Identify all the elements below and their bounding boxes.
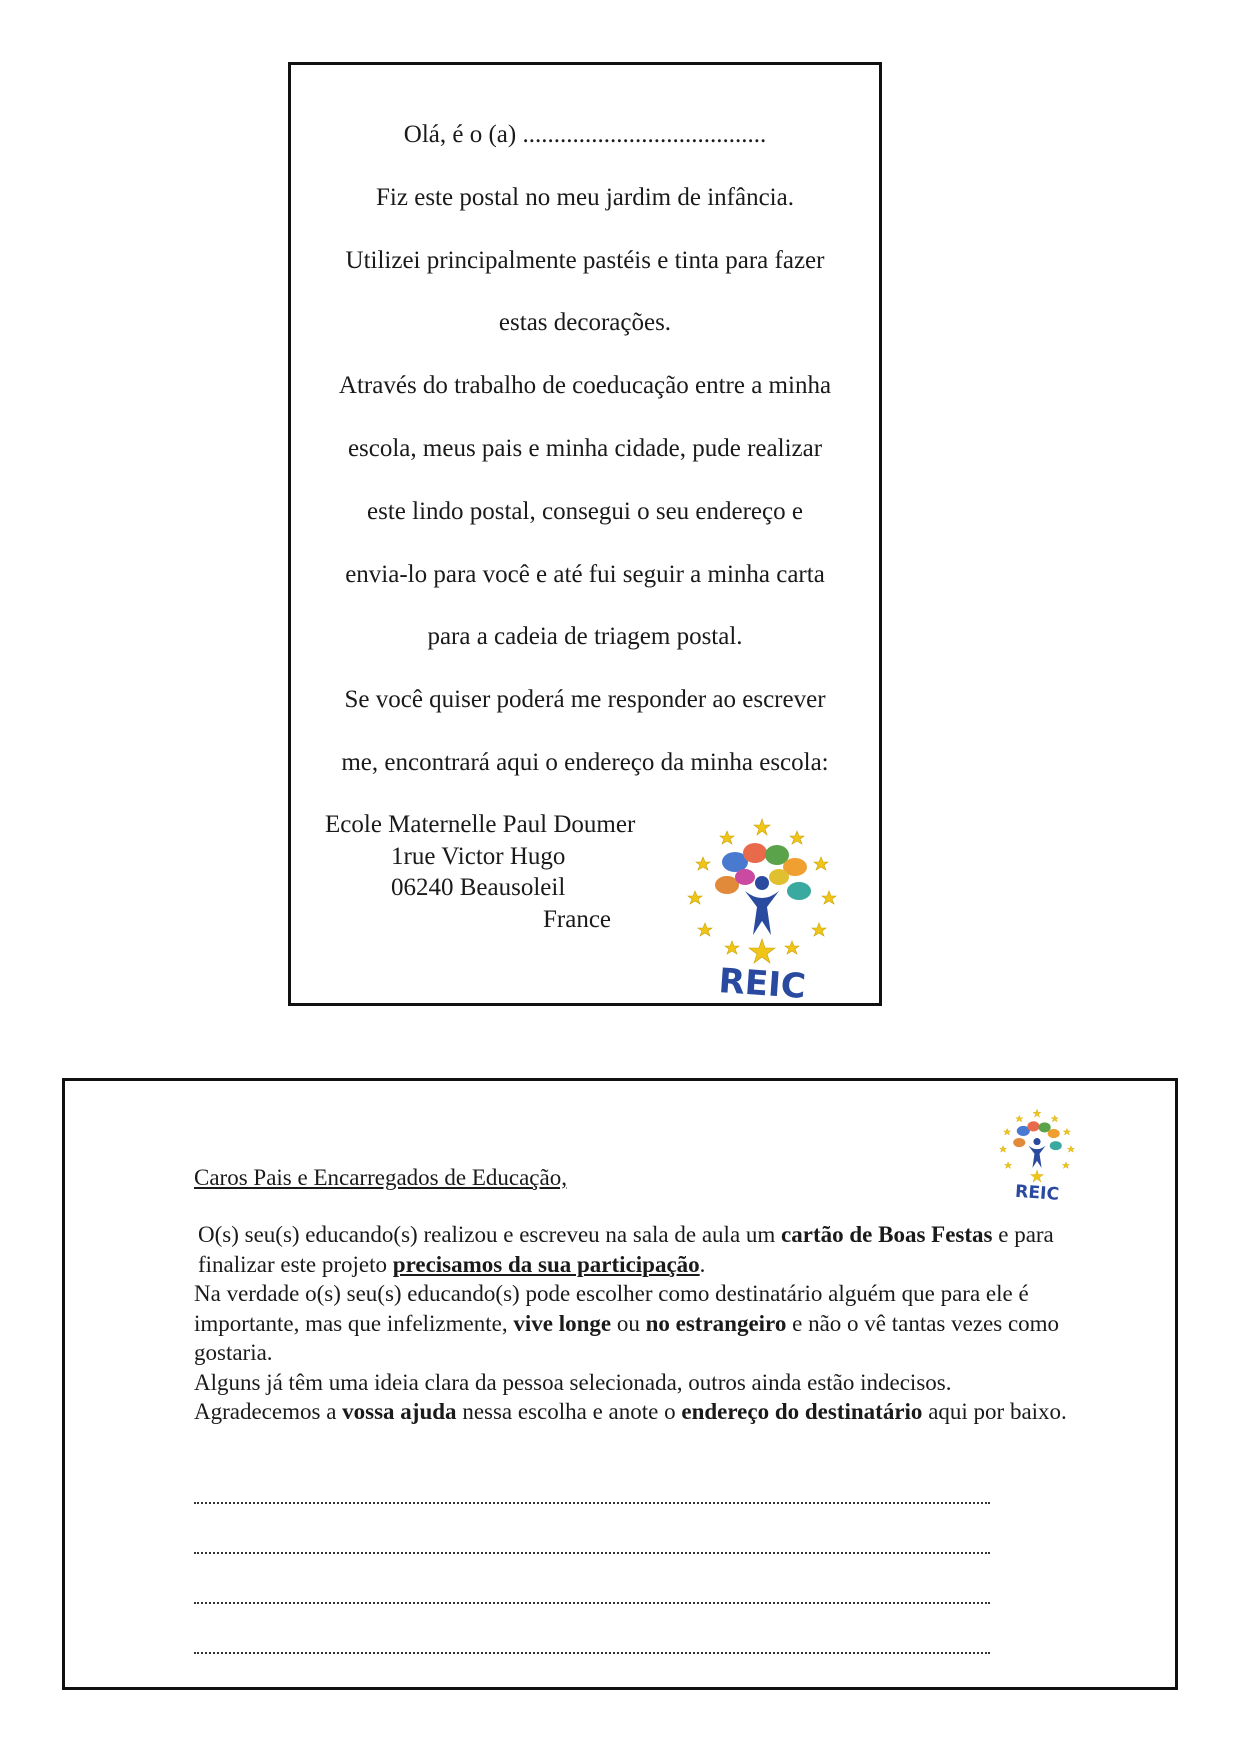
postcard xyxy=(288,62,882,1006)
message-line: este lindo postal, consegui o seu endereço e xyxy=(367,497,803,525)
paragraph-undecided: Alguns já têm uma ideia clara da pessoa selecionada, outros ainda estão indecisos. xyxy=(194,1369,952,1395)
logo-text: REIC xyxy=(1014,1181,1060,1202)
reic-logo-small xyxy=(999,1108,1075,1202)
address-country: France xyxy=(543,905,612,933)
message-line: envia-lo para você e até fui seguir a minha carta xyxy=(345,560,825,588)
text-span: aqui por baixo. xyxy=(922,1399,1067,1424)
text-span: ou xyxy=(611,1310,646,1336)
message-line: escola, meus pais e minha cidade, pude realizar xyxy=(347,434,823,462)
paragraph-thanks xyxy=(194,1397,1094,1427)
address-line-4[interactable] xyxy=(194,1652,990,1654)
message-line: me, encontrará aqui o endereço da minha escola: xyxy=(341,748,829,776)
message-line: Olá, é o (a) ....................................... xyxy=(403,121,767,148)
message-line: Se você quiser poderá me responder ao escrever xyxy=(344,686,826,714)
paragraph-recipient xyxy=(194,1279,1094,1368)
address-line-3[interactable] xyxy=(194,1602,990,1604)
form-body xyxy=(194,1220,1094,1427)
emphasis-address: endereço do destinatário xyxy=(681,1399,923,1424)
address-school: Ecole Maternelle Paul Doumer xyxy=(325,811,636,838)
message-line: Fiz este postal no meu jardim de infância. xyxy=(376,183,794,211)
text-span: O(s) seu(s) educando(s) realizou e escreveu na sala de aula um xyxy=(198,1222,782,1247)
address-street: 1rue Victor Hugo xyxy=(391,842,566,870)
address-line-2[interactable] xyxy=(194,1552,990,1554)
reic-logo xyxy=(687,817,837,1002)
emphasis-far: vive longe xyxy=(513,1310,612,1336)
message-line: Utilizei principalmente pastéis e tinta para fazer xyxy=(345,246,825,274)
address-line-1[interactable] xyxy=(194,1502,990,1504)
message-line: estas decorações. xyxy=(498,309,672,337)
text-span: Na verdade o(s) seu(s) educando(s) pode escolher como destinatário alguém que para ele é importante, mas que infelizmente, xyxy=(194,1281,1029,1336)
emphasis-card: cartão de Boas Festas xyxy=(781,1222,993,1247)
school-address xyxy=(325,809,635,935)
address-city: 06240 Beausoleil xyxy=(391,874,566,901)
text-span: . xyxy=(699,1251,706,1277)
text-span: nessa escolha e anote o xyxy=(456,1399,682,1424)
logo-text: REIC xyxy=(717,961,808,1002)
text-span: e não o vê tantas vezes como gostaria. xyxy=(194,1310,1060,1365)
emphasis-help: vossa ajuda xyxy=(342,1399,457,1424)
parent-form xyxy=(62,1078,1178,1690)
text-span: Agradecemos a xyxy=(194,1399,343,1424)
paragraph-project xyxy=(194,1220,1094,1279)
message-line: para a cadeia de triagem postal. xyxy=(427,623,743,651)
message-line: Através do trabalho de coeducação entre a minha xyxy=(338,372,832,400)
emphasis-participation: precisamos da sua participação xyxy=(392,1251,700,1277)
text-span: e para finalizar este projeto xyxy=(198,1222,1054,1277)
emphasis-abroad: no estrangeiro xyxy=(645,1310,787,1336)
postcard-message xyxy=(291,117,879,808)
form-greeting: Caros Pais e Encarregados de Educação, xyxy=(194,1165,567,1190)
